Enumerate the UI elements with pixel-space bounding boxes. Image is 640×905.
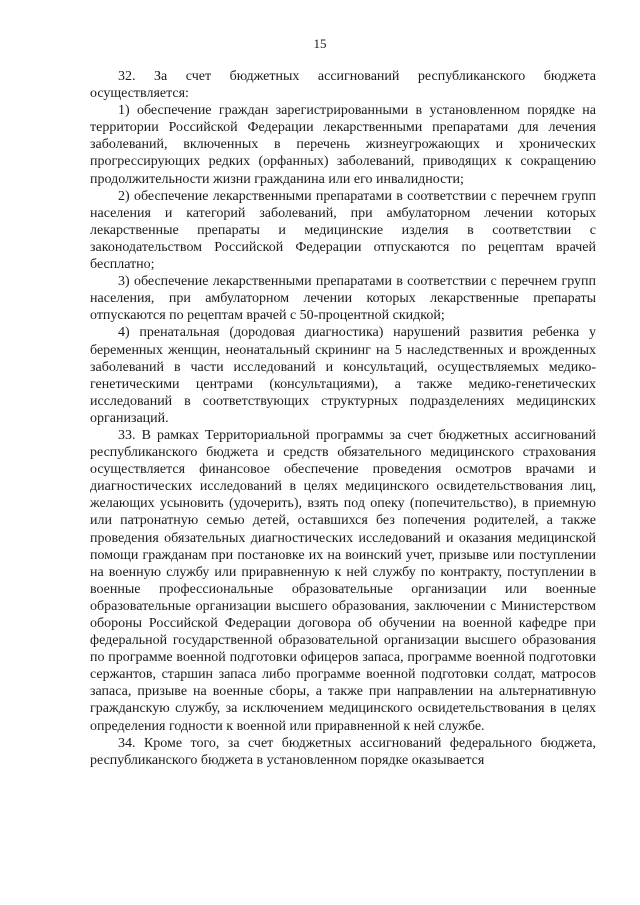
paragraph-34: 34. Кроме того, за счет бюджетных ассигнований федерального бюджета, республиканского бюджета в установленном порядке оказывается	[90, 735, 596, 768]
page-number: 15	[313, 36, 327, 51]
list-item-1: 1) обеспечение граждан зарегистрированными в установленном порядке на территории Российской Федерации лекарственными препаратами для лечения заболеваний, включенных в перечень жизнеугрожающих и хронических прогрессирующих редких (орфанных) заболеваний, приводящих к сокращению продолжительности жизни гражданина или его инвалидности;	[90, 103, 596, 187]
list-item-3: 3) обеспечение лекарственными препаратами в соответствии с перечнем групп населения, при амбулаторном лечении которых лекарственные препараты отпускаются по рецептам врачей с 50-процентной скидкой;	[90, 274, 596, 324]
list-item-4: 4) пренатальная (дородовая диагностика) нарушений развития ребенка у беременных женщин, неонатальный скрининг на 5 наследственных и врожденных заболеваний в части исследований и консультаций, осуществляемых медико-генетическими центрами (консультациями), а также медико-генетических исследований в соответствующих структурных подразделениях медицинских организаций.	[90, 325, 596, 426]
paragraph-32-intro: 32. За счет бюджетных ассигнований республиканского бюджета осуществляется:	[90, 69, 596, 102]
document-body	[90, 68, 596, 769]
list-item-2: 2) обеспечение лекарственными препаратами в соответствии с перечнем групп населения и категорий заболеваний, при амбулаторном лечении которых лекарственные препараты и медицинские изделия в соответствии с законодательством Российской Федерации отпускаются по рецептам врачей бесплатно;	[90, 188, 596, 273]
paragraph-33: 33. В рамках Территориальной программы за счет бюджетных ассигнований республиканского бюджета и средств обязательного медицинского страхования осуществляется финансовое обеспечение проведения осмотров врачами и диагностических исследований в целях медицинского освидетельствования лиц, желающих усыновить (удочерить), взять под опеку (попечительство), в приемную или патронатную семью детей, оставшихся без попечения родителей, а также проведения обязательных диагностических исследований и оказания медицинской помощи гражданам при постановке их на воинский учет, призыве или поступлении на военную службу или приравненную к ней службу по контракту, поступлении в военные профессиональные образовательные организации или военные образовательные организации высшего образования, заключении с Министерством обороны Российской Федерации договора об обучении на военной кафедре при федеральной государственной образовательной организации высшего образования по программе военной подготовки офицеров запаса, программе военной подготовки сержантов, старшин запаса либо программе военной подготовки солдат, матросов запаса, призыве на военные сборы, а также при направлении на альтернативную гражданскую службу, за исключением медицинского освидетельствования в целях определения годности к военной или приравненной к ней службе.	[90, 427, 596, 734]
